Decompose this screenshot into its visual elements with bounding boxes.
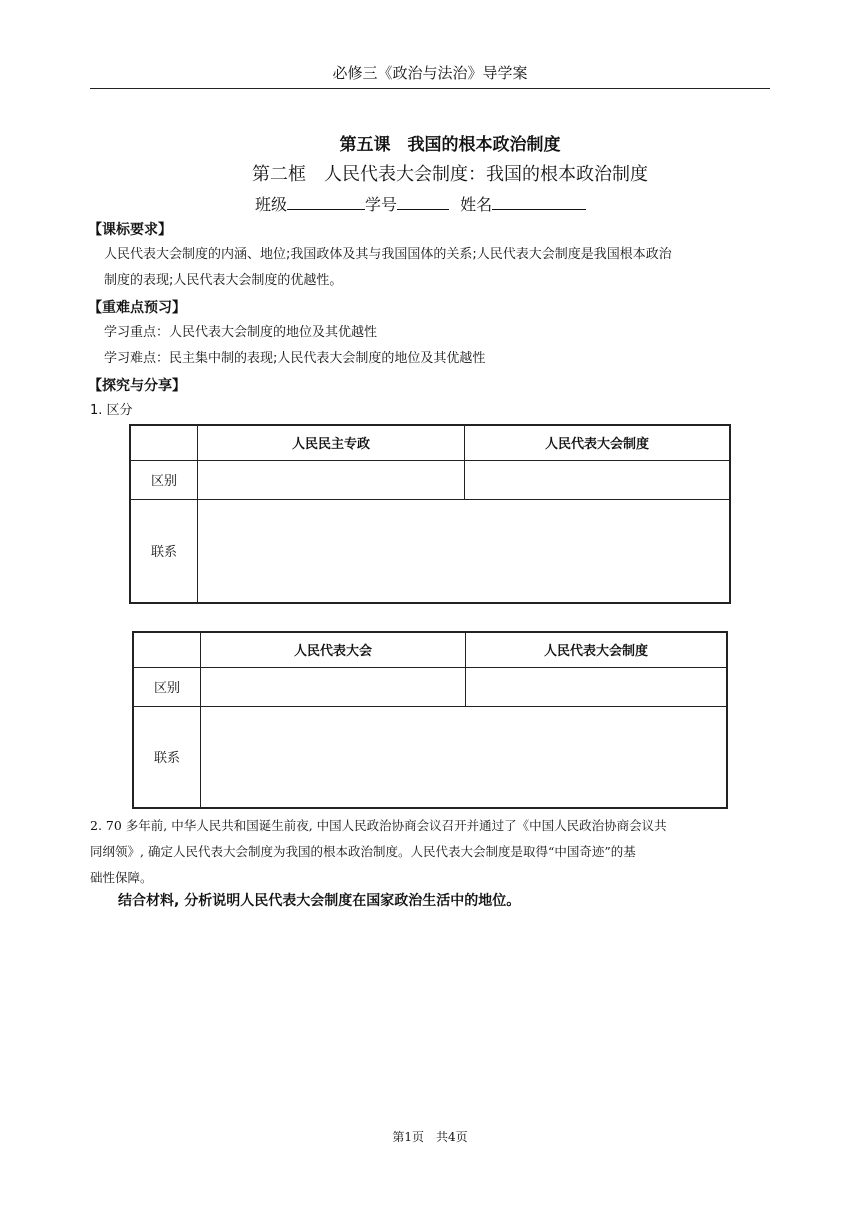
table2-difference-cell-1[interactable]	[201, 667, 466, 706]
focus-line: 学习重点：人民代表大会制度的地位及其优越性	[104, 325, 378, 340]
comparison-table-2	[132, 631, 728, 809]
class-label: 班级	[255, 195, 288, 214]
table2-col2-header: 人民代表大会制度	[466, 632, 728, 667]
table1-col2-header: 人民代表大会制度	[465, 425, 731, 460]
table2-col1-header: 人民代表大会	[201, 632, 466, 667]
table1-difference-cell-2[interactable]	[465, 460, 731, 499]
document-header-title: 必修三《政治与法治》导学案	[332, 64, 528, 82]
question-2-line-3: 础性保障。	[90, 870, 153, 885]
curriculum-heading: 【课标要求】	[88, 222, 172, 238]
question-2-line-2: 同纲领》, 确定人民代表大会制度为我国的根本政治制度。人民代表大会制度是取得“中国奇迹”的基	[90, 844, 636, 859]
key-points-heading: 【重难点预习】	[88, 300, 186, 316]
name-blank[interactable]	[492, 193, 586, 210]
student-id-blank[interactable]	[397, 193, 449, 210]
table2-row2-label: 联系	[133, 706, 201, 808]
table2-row1-label: 区别	[133, 667, 201, 706]
table1-col1-header: 人民民主专政	[198, 425, 465, 460]
table1-row2-label: 联系	[130, 499, 198, 603]
explore-heading: 【探究与分享】	[88, 378, 186, 394]
question-2-material	[90, 813, 772, 891]
student-id-label: 学号	[365, 195, 398, 214]
comparison-table-1	[129, 424, 731, 604]
frame-title: 第二框 人民代表大会制度：我国的根本政治制度	[252, 164, 648, 185]
question-1-label: 1. 区分	[90, 403, 133, 418]
name-label: 姓名	[460, 195, 493, 214]
curriculum-line-1: 人民代表大会制度的内涵、地位;我国政体及其与我国国体的关系;人民代表大会制度是我国根本政治	[104, 247, 672, 262]
header-divider	[90, 88, 770, 89]
class-blank[interactable]	[287, 193, 365, 210]
table2-connection-cell[interactable]	[201, 706, 728, 808]
curriculum-line-2: 制度的表现;人民代表大会制度的优越性。	[104, 273, 343, 288]
page-footer: 第1页 共4页	[392, 1130, 468, 1144]
lesson-title: 第五课 我国的根本政治制度	[339, 135, 561, 155]
table2-difference-cell-2[interactable]	[466, 667, 728, 706]
table1-difference-cell-1[interactable]	[198, 460, 465, 499]
question-2-task: 结合材料, 分析说明人民代表大会制度在国家政治生活中的地位。	[118, 893, 521, 909]
student-info-line	[255, 192, 586, 215]
table1-row1-label: 区别	[130, 460, 198, 499]
question-2-line-1: 2. 70 多年前, 中华人民共和国诞生前夜, 中国人民政治协商会议召开并通过了《中国人民政治协商会议共	[90, 818, 667, 833]
table1-corner-cell	[130, 425, 198, 460]
table2-corner-cell	[133, 632, 201, 667]
difficulty-line: 学习难点：民主集中制的表现;人民代表大会制度的地位及其优越性	[104, 351, 486, 366]
table1-connection-cell[interactable]	[198, 499, 731, 603]
